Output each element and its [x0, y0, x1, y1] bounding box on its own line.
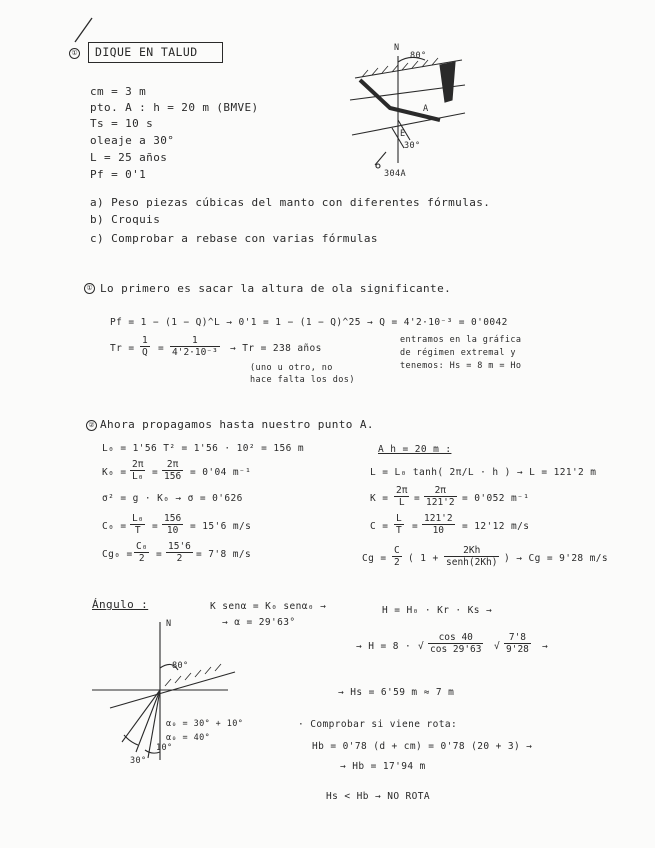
sketch-direction-label: 30°	[404, 141, 421, 151]
pf-equation: Pf = 1 − (1 − Q)^L → 0'1 = 1 − (1 − Q)^25 → Q = 4'2·10⁻³ = 0'0042	[110, 317, 508, 328]
cg0-frac-2	[166, 541, 193, 564]
data-item-l: L = 25 años	[90, 151, 168, 164]
conclusion: Hs < Hb → NO ROTA	[326, 791, 431, 802]
tr-den2: 4'2·10⁻³	[172, 347, 218, 358]
c0-frac-1	[130, 513, 145, 536]
cg-n2: 2Kh	[444, 545, 499, 557]
h2-n2: 7'8	[504, 632, 531, 644]
c-eq: =	[412, 521, 419, 532]
k-n1: 2π	[396, 485, 408, 496]
c0-d1: T	[134, 525, 141, 536]
check-heading: · Comprobar si viene rota:	[298, 719, 458, 730]
cg0-eq: =	[156, 549, 163, 560]
cg0-d2: 2	[176, 553, 183, 564]
c-n1: L	[396, 513, 402, 524]
k0-frac-1	[130, 459, 145, 482]
data-item-cm: cm = 3 m	[90, 85, 147, 98]
k0-result: = 0'04 m⁻¹	[190, 467, 252, 478]
tr-den1: Q	[142, 347, 148, 358]
k-n2: 2π	[424, 485, 457, 497]
tr-lhs: Tr =	[110, 343, 135, 354]
cg-result: ) → Cg = 9'28 m/s	[504, 553, 609, 564]
c0-eq: =	[152, 521, 159, 532]
task-a: a) Peso piezas cúbicas del manto con diferentes fórmulas.	[90, 196, 491, 209]
step2-marker: ②	[86, 420, 97, 431]
k-frac-2	[424, 485, 457, 508]
sqrt-1: √	[418, 641, 425, 652]
margin-stroke	[75, 18, 92, 42]
cg-n1: C	[394, 545, 400, 556]
graph-note-1: entramos en la gráfica	[400, 335, 522, 345]
k-lhs: K =	[370, 493, 389, 504]
c-n2: 121'2	[424, 513, 453, 524]
cg0-d1: 2	[138, 553, 145, 564]
tr-fraction-2	[170, 335, 220, 358]
c0-frac-2	[162, 513, 183, 536]
angle-north-label: N	[166, 619, 172, 629]
data-item-oleaje: oleaje a 30°	[90, 134, 175, 147]
sigma-equation: σ² = g · K₀ → σ = 0'626	[102, 493, 243, 504]
l0-equation: L₀ = 1'56 T² = 1'56 · 10² = 156 m	[102, 443, 304, 454]
k-d1: L	[398, 497, 405, 508]
h2-n1: cos 40	[428, 632, 483, 644]
cg0-lhs: Cg₀ =	[102, 549, 133, 560]
step1-heading: Lo primero es sacar la altura de ola significante.	[100, 282, 452, 295]
sketch-angle-diagram	[92, 622, 235, 760]
c-d2: 10	[432, 525, 445, 536]
sketch-point-label: A	[423, 104, 429, 114]
k0-n2: 2π	[162, 459, 183, 471]
c-frac-1	[394, 513, 404, 536]
sqrt-2: √	[494, 641, 501, 652]
k0-frac-2	[162, 459, 183, 482]
section-marker-circle: ①	[69, 48, 80, 59]
snell-law: K senα = K₀ senα₀ →	[210, 601, 327, 612]
task-c: c) Comprobar a rebase con varias fórmulas	[90, 232, 378, 245]
tr-fraction-1	[140, 335, 150, 358]
step2-heading: Ahora propagamos hasta nuestro punto A.	[100, 418, 374, 431]
sketch-angle-label: 80°	[410, 51, 427, 61]
c0-n1: L₀	[132, 513, 144, 524]
cg0-n2: 15'6	[168, 541, 191, 552]
c-result: = 12'12 m/s	[462, 521, 530, 532]
page-title: DIQUE EN TALUD	[95, 45, 198, 59]
angle-heading: Ángulo :	[92, 598, 149, 611]
cg-lhs: Cg =	[362, 553, 387, 564]
h2-d2: 9'28	[506, 644, 529, 655]
tr-num1: 1	[142, 335, 148, 346]
cg-d1: 2	[394, 557, 400, 568]
tr-result: → Tr = 238 años	[230, 343, 322, 354]
h-equation: H = H₀ · Kr · Ks →	[382, 605, 493, 616]
k-result: = 0'052 m⁻¹	[462, 493, 530, 504]
c0-lhs: C₀ =	[102, 521, 127, 532]
data-item-pf: Pf = 0'1	[90, 168, 147, 181]
sketch-e-label: E	[400, 129, 406, 139]
hb-result: → Hb = 17'94 m	[340, 761, 426, 772]
point-a-heading: A h = 20 m :	[378, 444, 452, 455]
tr-equals: =	[158, 343, 165, 354]
h2-suffix: →	[542, 641, 549, 652]
tr-note-1: (uno u otro, no	[250, 363, 333, 373]
cg0-result: = 7'8 m/s	[196, 549, 252, 560]
hs-result: → Hs = 6'59 m ≈ 7 m	[338, 687, 455, 698]
angle-30-label: 30°	[130, 756, 147, 766]
hb-equation: Hb = 0'78 (d + cm) = 0'78 (20 + 3) →	[312, 741, 533, 752]
angle-80-label: 80°	[172, 661, 189, 671]
l-equation: L = L₀ tanh( 2π/L · h ) → L = 121'2 m	[370, 467, 597, 478]
h2-frac-2	[504, 632, 531, 655]
c0-n2: 156	[164, 513, 182, 524]
k-d2: 121'2	[426, 497, 455, 508]
tr-num2: 1	[170, 335, 220, 347]
graph-note-3: tenemos: Hs = 8 m = Ho	[400, 361, 522, 371]
data-item-ts: Ts = 10 s	[90, 117, 154, 130]
h2-prefix: → H = 8 ·	[356, 641, 412, 652]
task-b: b) Croquis	[90, 213, 161, 226]
k0-d2: 156	[164, 471, 182, 482]
cg-d2: senh(2Kh)	[446, 557, 498, 568]
snell-result: → α = 29'63°	[222, 617, 296, 628]
k-frac-1	[394, 485, 409, 508]
cg-frac-1	[392, 545, 402, 568]
c-lhs: C =	[370, 521, 389, 532]
k0-d1: L₀	[132, 471, 144, 482]
k0-lhs: K₀ =	[102, 467, 127, 478]
cg0-frac-1	[134, 541, 149, 564]
cg-mid: ( 1 +	[408, 553, 439, 564]
c-d1: T	[396, 525, 402, 536]
tr-note-2: hace falta los dos)	[250, 375, 355, 385]
c-frac-2	[422, 513, 455, 536]
c0-d2: 10	[166, 525, 179, 536]
h2-d1: cos 29'63	[430, 644, 482, 655]
graph-note-2: de régimen extremal y	[400, 348, 516, 358]
cg-frac-2	[444, 545, 499, 568]
c0-result: = 15'6 m/s	[190, 521, 252, 532]
h2-frac-1	[428, 632, 483, 655]
alpha0-sum: α₀ = 30° + 10°	[166, 719, 244, 729]
k0-n1: 2π	[132, 459, 144, 470]
alpha0-value: α₀ = 40°	[166, 733, 211, 743]
k-eq: =	[414, 493, 421, 504]
sketch-304a-label: 304A	[384, 169, 407, 179]
k0-eq: =	[152, 467, 159, 478]
cg0-n1: C₀	[136, 541, 148, 552]
angle-10-label: 10°	[156, 743, 173, 753]
sketch-north-label: N	[394, 43, 400, 53]
step1-marker: ①	[84, 283, 95, 294]
data-item-point-a: pto. A : h = 20 m (BMVE)	[90, 101, 259, 114]
